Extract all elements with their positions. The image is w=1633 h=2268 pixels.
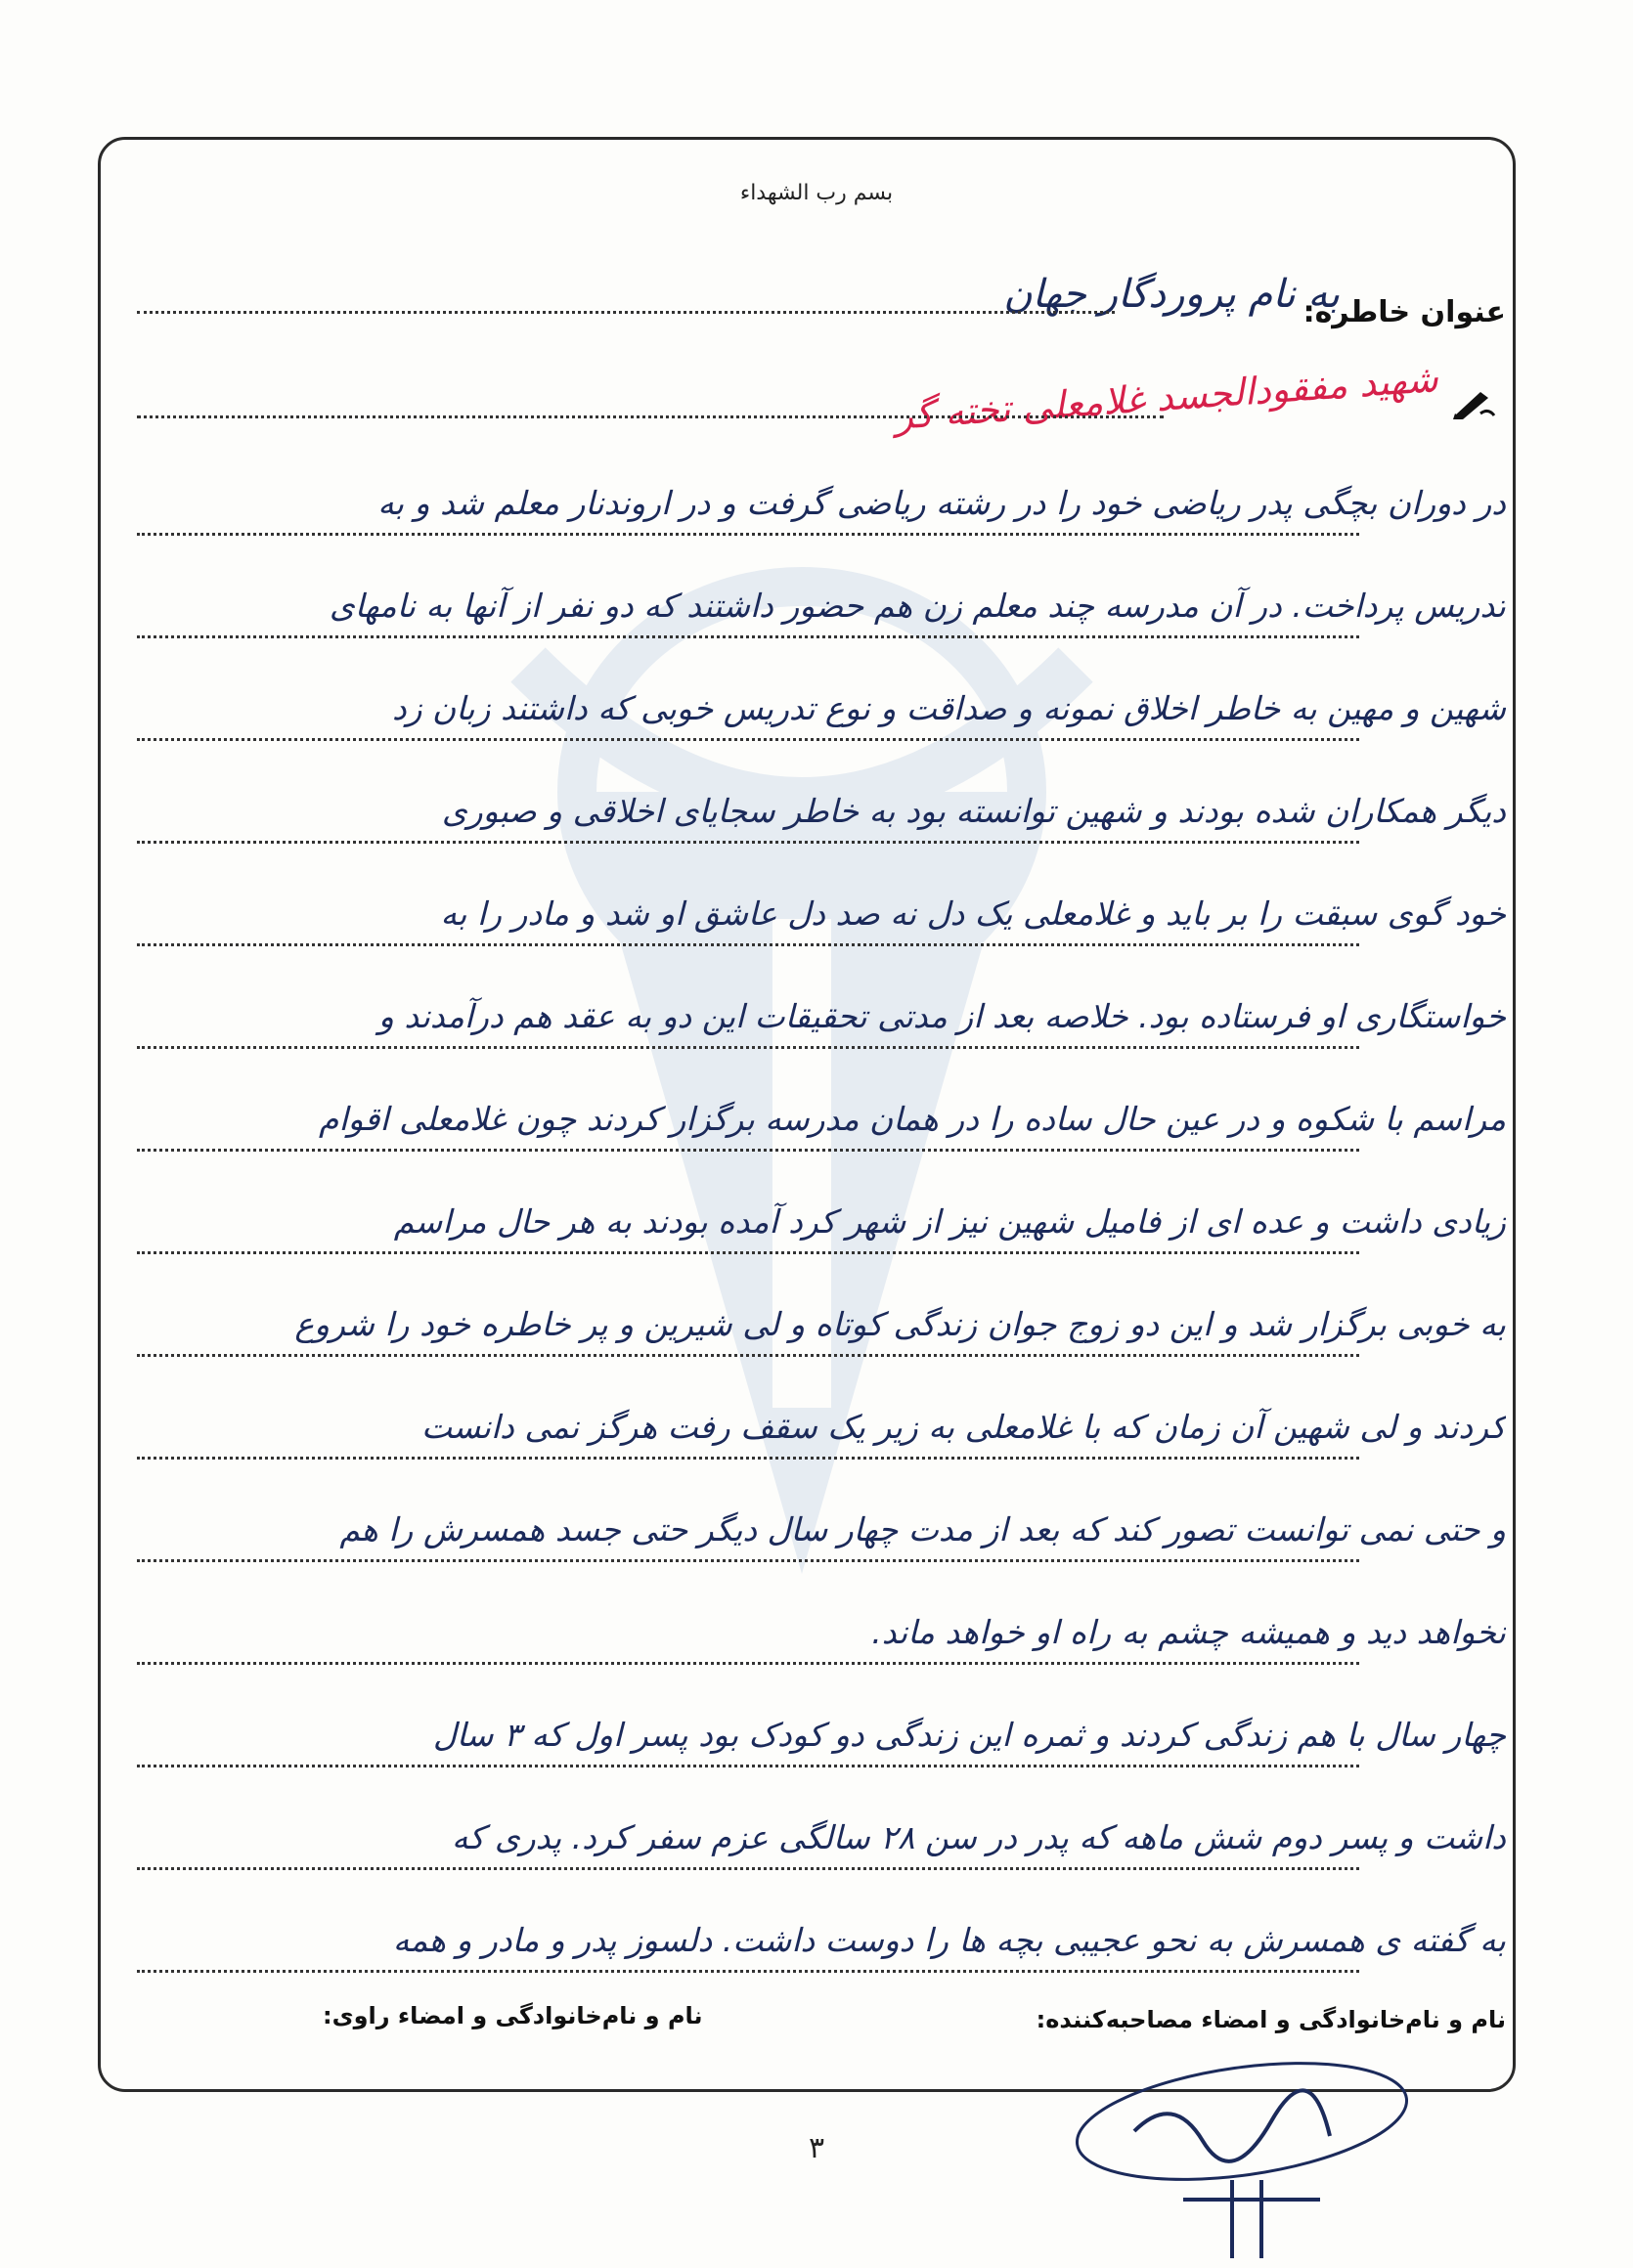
body-line: مراسم با شکوه و در عین حال ساده را در همان مدرسه برگزار کردند چون غلامعلی اقوام	[319, 1100, 1506, 1138]
body-line: به گفته ی همسرش به نحو عجیبی بچه ها را دوست داشت. دلسوز پدر و مادر و همه	[392, 1921, 1506, 1959]
dotted-rule	[137, 738, 1359, 741]
dotted-rule	[137, 533, 1359, 536]
dotted-rule	[137, 1559, 1359, 1562]
dotted-rule	[137, 1149, 1359, 1152]
pen-writing-icon	[1451, 386, 1496, 421]
body-line: چهار سال با هم زندگی کردند و ثمره این زندگی دو کودک بود پسر اول که ۳ سال	[432, 1716, 1506, 1754]
body-line: تدریس پرداخت. در آن مدرسه چند معلم زن هم حضور داشتند که دو نفر از آنها به نامهای	[329, 587, 1506, 625]
dotted-rule	[137, 635, 1359, 638]
dotted-rule	[137, 1867, 1359, 1870]
dotted-rule	[137, 1457, 1359, 1460]
body-line: و حتی نمی توانست تصور کند که بعد از مدت چهار سال دیگر حتی جسد همسرش را هم	[339, 1510, 1506, 1548]
narrator-signature-label: نام و نام‌خانوادگی و امضاء راوی:	[323, 2002, 703, 2029]
header-basmala: بسم رب الشهداء	[739, 181, 894, 205]
page-number: ۳	[808, 2131, 825, 2165]
dotted-rule	[137, 841, 1359, 844]
dotted-rule	[137, 1662, 1359, 1665]
body-line: در دوران بچگی پدر ریاضی خود را در رشته ریاضی گرفت و در اروندنار معلم شد و به	[377, 484, 1506, 522]
dotted-rule	[137, 1354, 1359, 1357]
dotted-rule	[137, 1251, 1359, 1254]
body-line: داشت و پسر دوم شش ماهه که پدر در سن ۲۸ سالگی عزم سفر کرد. پدری که	[452, 1818, 1506, 1856]
dotted-rule	[137, 1970, 1359, 1973]
interviewer-signature-label: نام و نام‌خانوادگی و امضاء مصاحبه‌کننده:	[1036, 2006, 1506, 2033]
martyr-name-note: شهید مفقودالجسد غلامعلی تخته گر	[893, 357, 1439, 438]
body-line: کردند و لی شهین آن زمان که با غلامعلی به زیر یک سقف رفت هرگز نمی دانست	[420, 1408, 1506, 1446]
dotted-rule	[137, 1765, 1359, 1767]
memory-title-label: عنوان خاطره:	[1302, 295, 1506, 329]
dotted-rule	[137, 943, 1359, 946]
body-line: نخواهد دید و همیشه چشم به راه او خواهد ماند.	[871, 1613, 1506, 1651]
body-line: دیگر همکاران شده بودند و شهین توانسته بود به خاطر سجایای اخلاقی و صبوری	[441, 792, 1506, 830]
body-line: به خوبی برگزار شد و این دو زوج جوان زندگی کوتاه و لی شیرین و پر خاطره خود را شروع	[294, 1305, 1506, 1343]
body-line: شهین و مهین به خاطر اخلاق نمونه و صداقت و نوع تدریس خوبی که داشتند زبان زد	[391, 689, 1506, 727]
memory-title-value: به نام پروردگار جهان	[1003, 272, 1340, 317]
martyr-dotted-line	[137, 415, 1164, 418]
body-line: خواستگاری او فرستاده بود. خلاصه بعد از مدتی تحقیقات این دو به عقد هم درآمدند و	[377, 997, 1506, 1035]
body-line: خود گوی سبقت را بر باید و غلامعلی یک دل نه صد دل عاشق او شد و مادر را به	[440, 894, 1506, 933]
dotted-rule	[137, 1046, 1359, 1049]
body-line: زیادی داشت و عده ای از فامیل شهین نیز از شهر کرد آمده بودند به هر حال مراسم	[393, 1202, 1506, 1241]
title-dotted-line	[137, 311, 1115, 314]
